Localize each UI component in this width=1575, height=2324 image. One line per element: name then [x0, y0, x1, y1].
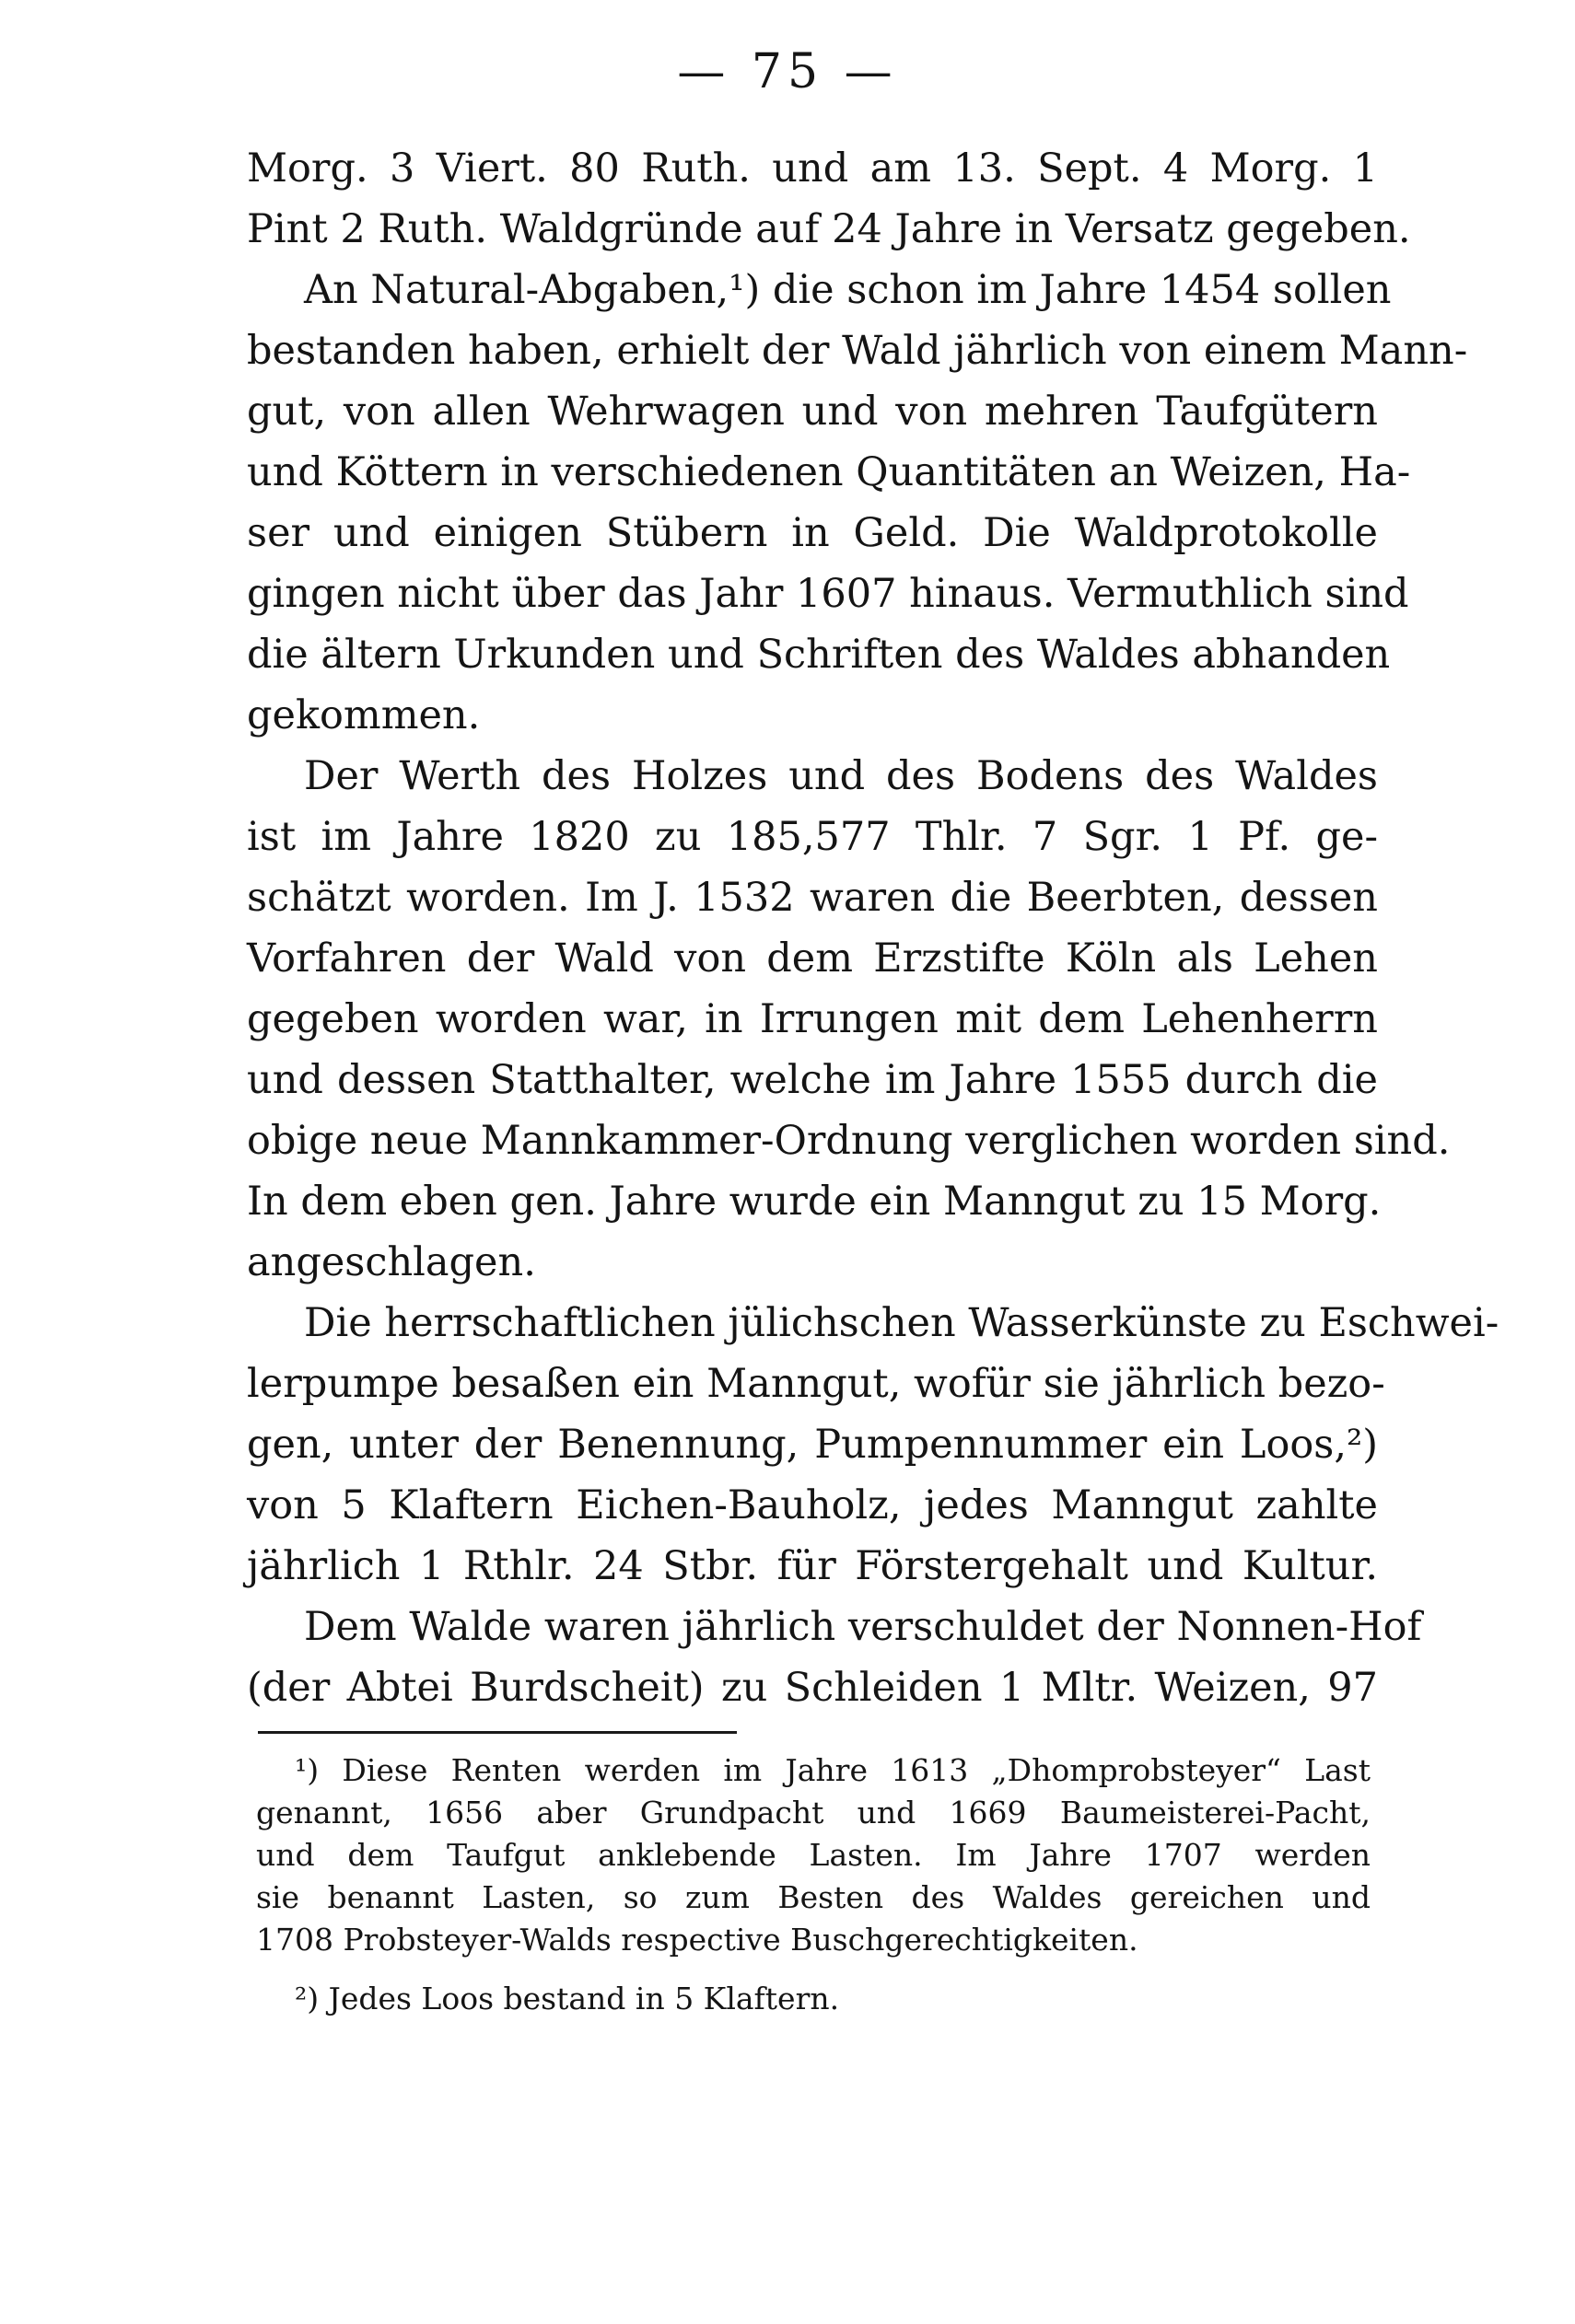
text-line: Morg. 3 Viert. 80 Ruth. und am 13. Sept. 4 Morg. 1: [247, 145, 1378, 192]
text-line: und dessen Statthalter, welche im Jahre 1555 durch die: [247, 1057, 1378, 1103]
text-line: Die herrschaftlichen jülichschen Wasserkünste zu Eschwei-: [304, 1300, 1499, 1346]
footnote-line: genannt, 1656 aber Grundpacht und 1669 Baumeisterei-Pacht,: [256, 1795, 1371, 1830]
text-line: gut, von allen Wehrwagen und von mehren Taufgütern: [247, 389, 1378, 435]
text-line: bestanden haben, erhielt der Wald jährlich von einem Mann-: [247, 328, 1468, 374]
text-line: Der Werth des Holzes und des Bodens des Waldes: [304, 753, 1378, 799]
footnote-line: sie benannt Lasten, so zum Besten des Waldes gereichen und: [256, 1879, 1371, 1915]
footnote-line: ¹) Diese Renten werden im Jahre 1613 „Dhomprobsteyer“ Last: [295, 1752, 1371, 1788]
text-line: Dem Walde waren jährlich verschuldet der Nonnen-Hof: [304, 1604, 1422, 1650]
text-line: In dem eben gen. Jahre wurde ein Manngut zu 15 Morg.: [247, 1179, 1382, 1225]
page-number: — 75 —: [677, 44, 898, 99]
footnote-separator: [258, 1731, 737, 1734]
text-line: angeschlagen.: [247, 1239, 536, 1285]
text-line: jährlich 1 Rthlr. 24 Stbr. für Förstergehalt und Kultur.: [247, 1543, 1378, 1589]
text-line: gekommen.: [247, 692, 481, 738]
footnote-line: 1708 Probsteyer-Walds respective Buschgerechtigkeiten.: [256, 1922, 1138, 1958]
text-line: Vorfahren der Wald von dem Erzstifte Köln als Lehen: [247, 935, 1378, 982]
footnote-line: und dem Taufgut anklebende Lasten. Im Jahre 1707 werden: [256, 1837, 1371, 1873]
footnotes: [256, 1749, 1371, 2020]
text-line: und Köttern in verschiedenen Quantitäten an Weizen, Ha-: [247, 449, 1411, 495]
text-line: schätzt worden. Im J. 1532 waren die Beerbten, dessen: [247, 875, 1378, 921]
text-line: Pint 2 Ruth. Waldgründe auf 24 Jahre in Versatz gegeben.: [247, 206, 1411, 252]
body-text: [247, 138, 1499, 1718]
text-line: lerpumpe besaßen ein Manngut, wofür sie jährlich bezo-: [247, 1361, 1385, 1407]
text-line: gingen nicht über das Jahr 1607 hinaus. Vermuthlich sind: [247, 571, 1409, 617]
text-line: ser und einigen Stübern in Geld. Die Waldprotokolle: [247, 510, 1378, 556]
text-line: ist im Jahre 1820 zu 185,577 Thlr. 7 Sgr. 1 Pf. ge-: [247, 814, 1378, 860]
text-line: gegeben worden war, in Irrungen mit dem Lehenherrn: [247, 996, 1378, 1042]
text-line: von 5 Klaftern Eichen-Bauholz, jedes Manngut zahlte: [247, 1482, 1378, 1528]
text-line: gen, unter der Benennung, Pumpennummer ein Loos,²): [247, 1422, 1378, 1468]
text-line: An Natural-Abgaben,¹) die schon im Jahre 1454 sollen: [304, 267, 1392, 313]
text-line: (der Abtei Burdscheit) zu Schleiden 1 Mltr. Weizen, 97: [247, 1665, 1378, 1711]
footnote-gap: [256, 1961, 1371, 1978]
text-line: obige neue Mannkammer-Ordnung verglichen worden sind.: [247, 1118, 1451, 1164]
text-line: die ältern Urkunden und Schriften des Waldes abhanden: [247, 632, 1391, 678]
footnote-line: ²) Jedes Loos bestand in 5 Klaftern.: [295, 1981, 840, 2016]
